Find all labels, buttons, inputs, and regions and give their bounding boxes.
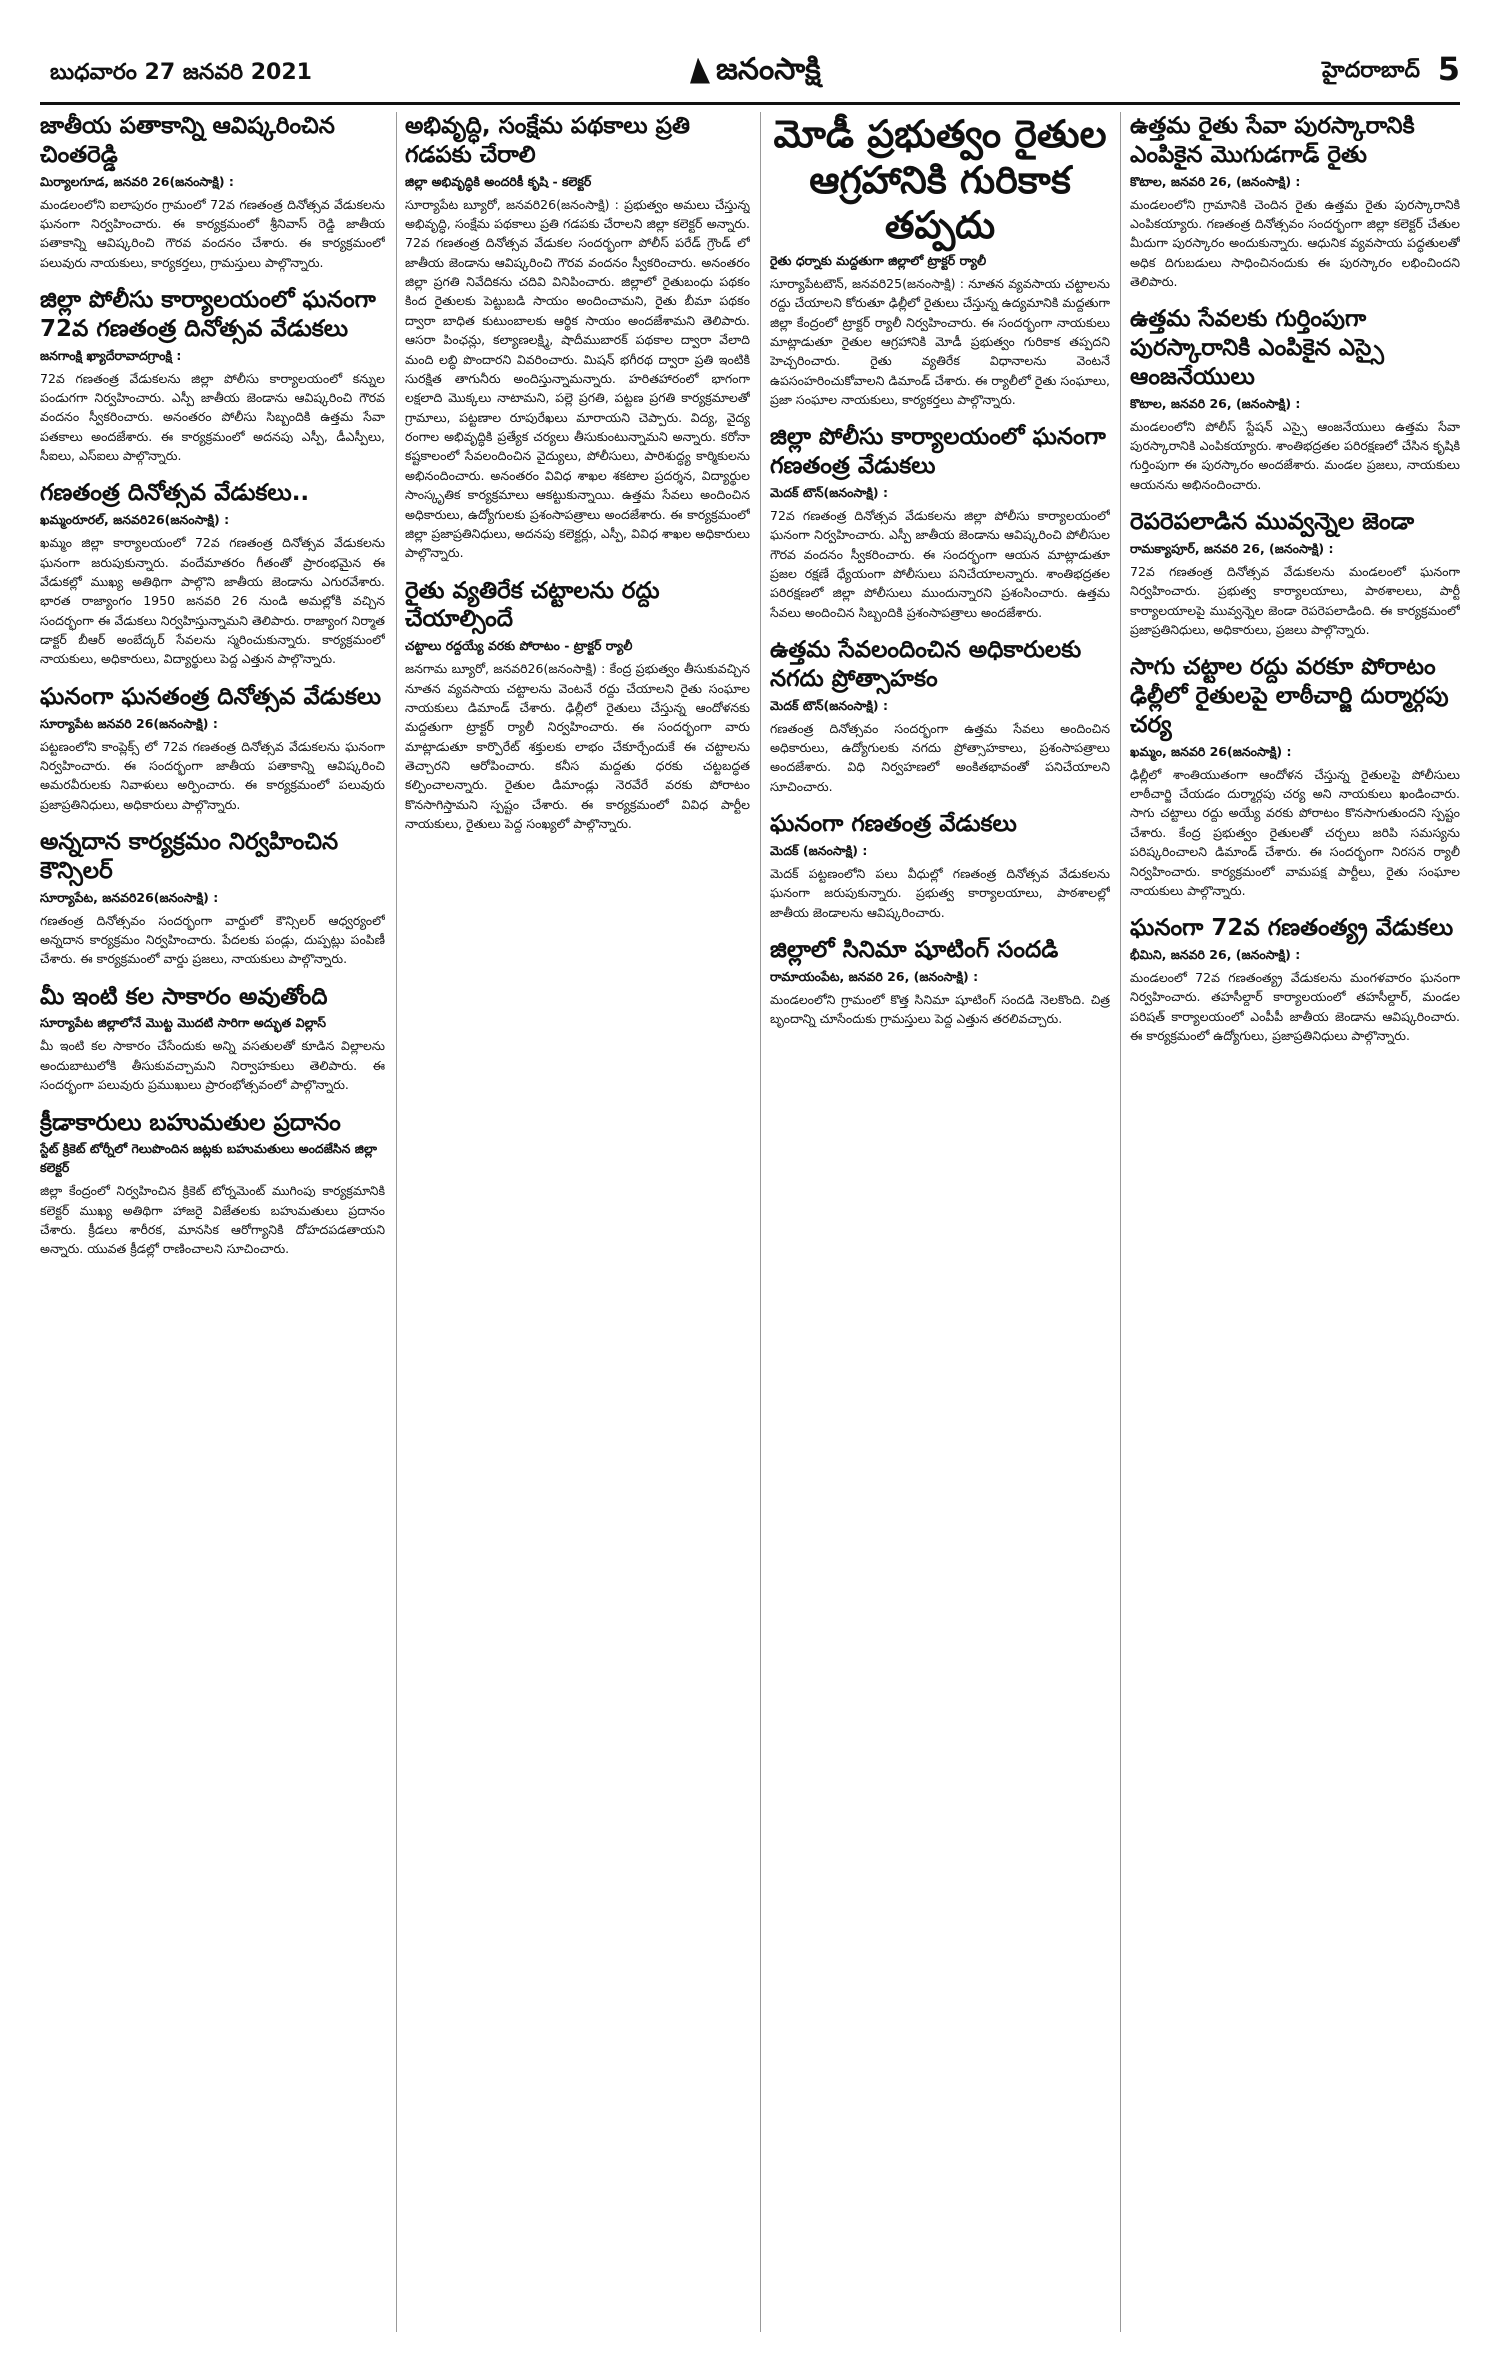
story-headline: జాతీయ పతాకాన్ని ఆవిష్కరించిన చింతరెడ్డి bbox=[40, 113, 335, 168]
story-headline: గణతంత్ర దినోత్సవ వేడుకలు.. bbox=[40, 480, 310, 507]
story-dateline: చట్టాలు రద్దయ్యే వరకు పోరాటం - ట్రాక్టర్ ర్యాలీ bbox=[405, 638, 633, 654]
news-story bbox=[1130, 305, 1460, 494]
story-dateline: స్టేట్ క్రికెట్ టోర్నీలో గెలుపొందిన జట్లకు బహుమతులు అందజేసిన జిల్లా కలెక్టర్ bbox=[40, 1141, 378, 1176]
news-story bbox=[40, 1109, 385, 1259]
brand-name: జనంసాక్షి bbox=[716, 52, 821, 87]
story-body: మండలంలోని ఐలాపురం గ్రామంలో 72వ గణతంత్ర దినోత్సవ వేడుకలను ఘనంగా నిర్వహించారు. ఈ కార్యక్రమంలో శ్రీనివాస్ రెడ్డి జాతీయ పతాకాన్ని ఆవిష్కరించి గౌరవ వందనం చేశారు. ఈ కార్యక్రమంలో పలువురు నాయకులు, కార్యకర్తలు, గ్రామస్తులు పాల్గొన్నారు. bbox=[40, 196, 385, 270]
story-body: గణతంత్ర దినోత్సవం సందర్భంగా ఉత్తమ సేవలు అందించిన అధికారులు, ఉద్యోగులకు నగదు ప్రోత్సాహకాలు, ప్రశంసాపత్రాలు అందజేశారు. విధి నిర్వహణలో అంకితభావంతో పనిచేయాలని సూచించారు. bbox=[770, 720, 1110, 794]
story-body: జిల్లా కేంద్రంలో నిర్వహించిన క్రికెట్ టోర్నమెంట్ ముగింపు కార్యక్రమానికి కలెక్టర్ ముఖ్య అతిథిగా హాజరై విజేతలకు బహుమతులు ప్రదానం చేశారు. క్రీడలు శారీరక, మానసిక ఆరోగ్యానికి దోహదపడతాయని అన్నారు. యువత క్రీడల్లో రాణించాలని సూచించారు. bbox=[40, 1183, 385, 1257]
story-headline: ఘనంగా ఘనతంత్ర దినోత్సవ వేడుకలు bbox=[40, 683, 382, 710]
story-dateline: జిల్లా అభివృద్ధికి అందరికీ కృషి - కలెక్టర్ bbox=[405, 173, 592, 189]
story-headline: జిల్లా పోలీసు కార్యాలయంలో ఘనంగా గణతంత్ర వేడుకలు bbox=[770, 424, 1106, 480]
story-body: మండలంలోని గ్రామానికి చెందిన రైతు ఉత్తమ రైతు పురస్కారానికి ఎంపికయ్యారు. గణతంత్ర దినోత్సవం సందర్భంగా జిల్లా కలెక్టర్ చేతుల మీదుగా పురస్కారం అందుకున్నారు. ఆధునిక వ్యవసాయ పద్ధతులతో అధిక దిగుబడులు సాధించినందుకు ఈ పురస్కారం లభించిందని తెలిపారు. bbox=[1130, 196, 1460, 289]
story-body: మండలంలో 72వ గణతంత్య్ర వేడుకలను మంగళవారం ఘనంగా నిర్వహించారు. తహసీల్దార్ కార్యాలయంలో తహసీల్దార్, మండల పరిషత్ కార్యాలయంలో ఎంపీపీ జాతీయ జెండాను ఆవిష్కరించారు. ఈ కార్యక్రమంలో ఉద్యోగులు, ప్రజాప్రతినిధులు పాల్గొన్నారు. bbox=[1130, 970, 1460, 1044]
story-dateline: రైతు ధర్నాకు మద్దతుగా జిల్లాలో ట్రాక్టర్ ర్యాలీ bbox=[770, 252, 987, 268]
story-dateline: సూర్యాపేట, జనవరి26(జనంసాక్షి) : bbox=[40, 889, 219, 905]
news-story bbox=[770, 936, 1110, 1029]
story-headline: ఉత్తమ రైతు సేవా పురస్కారానికి ఎంపికైన మొగుడగాడ్ రైతు bbox=[1130, 113, 1415, 168]
news-story bbox=[40, 112, 385, 272]
news-story bbox=[40, 286, 385, 465]
story-body: పట్టణంలోని కాంప్లెక్స్ లో 72వ గణతంత్ర దినోత్సవ వేడుకలను ఘనంగా నిర్వహించారు. ఈ సందర్భంగా జాతీయ పతాకాన్ని ఆవిష్కరించి అమరవీరులకు నివాళులు అర్పించారు. ఈ కార్యక్రమంలో పలువురు ప్రజాప్రతినిధులు, అధికారులు పాల్గొన్నారు. bbox=[40, 738, 385, 812]
news-story bbox=[1130, 112, 1460, 291]
news-story bbox=[770, 636, 1110, 796]
column-divider bbox=[396, 112, 397, 2332]
news-story bbox=[770, 112, 1110, 409]
column-divider bbox=[760, 112, 761, 2332]
story-body: మెదక్ పట్టణంలోని పలు వీధుల్లో గణతంత్ర దినోత్సవ వేడుకలను ఘనంగా జరుపుకున్నారు. ప్రభుత్వ కార్యాలయాలు, పాఠశాలల్లో జాతీయ జెండాలను ఆవిష్కరించారు. bbox=[770, 865, 1110, 920]
story-headline: అన్నదాన కార్యక్రమం నిర్వహించిన కౌన్సిలర్ bbox=[40, 829, 339, 884]
news-story bbox=[770, 423, 1110, 622]
story-headline: రెపరెపలాడిన మువ్వన్నెల జెండా bbox=[1130, 509, 1415, 536]
story-dateline: జనగాంక్షి ఖ్యాదేరావాదగ్రాంక్షి : bbox=[40, 347, 182, 363]
story-body: 72వ గణతంత్ర వేడుకలను జిల్లా పోలీసు కార్యాలయంలో కన్నుల పండుగగా నిర్వహించారు. ఎస్పీ జాతీయ జెండాను ఆవిష్కరించి గౌరవ వందనం స్వీకరించారు. అనంతరం పోలీసు సిబ్బందికి ఉత్తమ సేవా పతకాలు అందజేశారు. ఈ కార్యక్రమంలో అదనపు ఎస్పీ, డీఎస్పీలు, సీఐలు, ఎస్ఐలు పాల్గొన్నారు. bbox=[40, 370, 385, 463]
column-4 bbox=[1130, 112, 1460, 2332]
story-dateline: మెదక్ టౌన్(జనంసాక్షి) : bbox=[770, 484, 888, 500]
column-2 bbox=[405, 112, 750, 2332]
story-dateline: ఖమ్మం, జనవరి 26(జనంసాక్షి) : bbox=[1130, 743, 1292, 759]
pen-logo-icon bbox=[690, 58, 710, 84]
story-body: జనగామ బ్యూరో, జనవరి26(జనంసాక్షి) : కేంద్ర ప్రభుత్వం తీసుకువచ్చిన నూతన వ్యవసాయ చట్టాలను వెంటనే రద్దు చేయాలని రైతు సంఘాల నాయకులు డిమాండ్ చేశారు. ఢిల్లీలో రైతులు చేస్తున్న ఆందోళనకు మద్దతుగా ట్రాక్టర్ ర్యాలీ నిర్వహించారు. ఈ సందర్భంగా వారు మాట్లాడుతూ కార్పొరేట్ శక్తులకు లాభం చేకూర్చేందుకే ఈ చట్టాలను తెచ్చారని ఆరోపించారు. కనీస మద్దతు ధరకు చట్టబద్ధత కల్పించాలన్నారు. రైతుల డిమాండ్లు నెరవేరే వరకు పోరాటం కొనసాగిస్తామని స్పష్టం చేశారు. ఈ కార్యక్రమంలో వివిధ పార్టీల నాయకులు, రైతులు పెద్ద సంఖ్యలో పాల్గొన్నారు. bbox=[405, 661, 750, 832]
story-body: మీ ఇంటి కల సాకారం చేసేందుకు అన్ని వసతులతో కూడిన విల్లాలను అందుబాటులోకి తీసుకువచ్చామని నిర్వాహకులు తెలిపారు. ఈ సందర్భంగా పలువురు ప్రముఖులు ప్రారంభోత్సవంలో పాల్గొన్నారు. bbox=[40, 1038, 385, 1093]
news-story bbox=[405, 577, 750, 834]
story-body: ఢిల్లీలో శాంతియుతంగా ఆందోళన చేస్తున్న రైతులపై పోలీసులు లాఠీచార్జి చేయడం దుర్మార్గపు చర్య అని నాయకులు ఖండించారు. సాగు చట్టాలు రద్దు అయ్యే వరకు పోరాటం కొనసాగుతుందని స్పష్టం చేశారు. కేంద్ర ప్రభుత్వం రైతులతో చర్చలు జరిపి సమస్యను పరిష్కరించాలని డిమాండ్ చేశారు. ఈ సందర్భంగా నిరసన ర్యాలీ నిర్వహించారు. కార్యక్రమంలో వామపక్ష పార్టీలు, రైతు సంఘాల నాయకులు పాల్గొన్నారు. bbox=[1130, 766, 1460, 898]
page-number: 5 bbox=[1437, 50, 1460, 88]
news-story bbox=[40, 983, 385, 1095]
news-story bbox=[770, 810, 1110, 922]
story-body: మండలంలోని గ్రామంలో కొత్త సినిమా షూటింగ్ సందడి నెలకొంది. చిత్ర బృందాన్ని చూసేందుకు గ్రామస్తులు పెద్ద ఎత్తున తరలివచ్చారు. bbox=[770, 991, 1110, 1027]
story-body: 72వ గణతంత్ర దినోత్సవ వేడుకలను జిల్లా పోలీసు కార్యాలయంలో ఘనంగా నిర్వహించారు. ఎస్పీ జాతీయ జెండాను ఆవిష్కరించి పోలీసుల గౌరవ వందనం స్వీకరించారు. ఈ సందర్భంగా ఆయన మాట్లాడుతూ ప్రజల రక్షణే ధ్యేయంగా పోలీసులు పనిచేయాలన్నారు. శాంతిభద్రతల పరిరక్షణలో జిల్లా పోలీసులు ముందున్నారని ప్రశంసించారు. ఉత్తమ సేవలు అందించిన సిబ్బందికి ప్రశంసాపత్రాలు అందజేశారు. bbox=[770, 507, 1110, 620]
story-dateline: సూర్యాపేట జిల్లాలోనే మొట్ట మొదటి సారిగా అద్భుత విల్లాస్ bbox=[40, 1015, 326, 1031]
story-dateline: మెదక్ టౌన్(జనంసాక్షి) : bbox=[770, 697, 888, 713]
news-story bbox=[1130, 653, 1460, 900]
news-story bbox=[40, 479, 385, 668]
story-headline: సాగు చట్టాల రద్దు వరకూ పోరాటం ఢిల్లీలో రైతులపై లాఠీచార్జి దుర్మార్గపు చర్య bbox=[1130, 654, 1449, 738]
story-dateline: భీమిని, జనవరి 26, (జనంసాక్షి) : bbox=[1130, 947, 1301, 962]
story-dateline: మిర్యాలగూడ, జనవరి 26(జనంసాక్షి) : bbox=[40, 173, 234, 189]
story-headline: మోడీ ప్రభుత్వం రైతుల ఆగ్రహానికి గురికాక తప్పదు bbox=[773, 112, 1107, 248]
story-headline: ఉత్తమ సేవలకు గుర్తింపుగా పురస్కారానికి ఎంపికైన ఎస్సై ఆంజనేయులు bbox=[1130, 306, 1384, 390]
story-dateline: కొటాల, జనవరి 26, (జనంసాక్షి) : bbox=[1130, 173, 1301, 189]
news-story bbox=[40, 828, 385, 969]
story-dateline: సూర్యాపేట జనవరి 26(జనంసాక్షి) : bbox=[40, 715, 218, 731]
news-story bbox=[1130, 508, 1460, 639]
column-divider bbox=[1120, 112, 1121, 2332]
news-story bbox=[405, 112, 750, 563]
story-dateline: ఖమ్మంరూరల్, జనవరి26(జనంసాక్షి) : bbox=[40, 512, 230, 528]
story-dateline: కొటాల, జనవరి 26, (జనంసాక్షి) : bbox=[1130, 395, 1301, 411]
story-headline: జిల్లా పోలీసు కార్యాలయంలో ఘనంగా 72వ గణతంత్ర దినోత్సవ వేడుకలు bbox=[40, 287, 376, 342]
news-story bbox=[1130, 914, 1460, 1045]
story-dateline: రామాయంపేట, జనవరి 26, (జనంసాక్షి) : bbox=[770, 968, 979, 984]
story-body: సూర్యాపేట బ్యూరో, జనవరి26(జనంసాక్షి) : ప్రభుత్వం అమలు చేస్తున్న అభివృద్ధి, సంక్షేమ పథకాలు ప్రతి గడపకు చేరాలని జిల్లా కలెక్టర్ అన్నారు. 72వ గణతంత్ర దినోత్సవ వేడుకల సందర్భంగా పోలీస్ పరేడ్ గ్రౌండ్ లో జాతీయ జెండాను ఆవిష్కరించి గౌరవ వందనం స్వీకరించారు. అనంతరం జిల్లా ప్రగతి నివేదికను చదివి వినిపించారు. జిల్లాలో రైతుబంధు పథకం కింద రైతులకు పెట్టుబడి సాయం అందించామని, రైతు బీమా పథకం ద్వారా బాధిత కుటుంబాలకు ఆర్థిక సాయం అందజేశామని తెలిపారు. ఆసరా పింఛన్లు, కల్యాణలక్ష్మి, షాదీముబారక్ పథకాల ద్వారా వేలాది మంది లబ్ధి పొందారని వివరించారు. మిషన్ భగీరథ ద్వారా ప్రతి ఇంటికి సురక్షిత తాగునీరు అందిస్తున్నామన్నారు. హరితహారంలో భాగంగా లక్షలాది మొక్కలు నాటామని, పల్లె ప్రగతి, పట్టణ ప్రగతి కార్యక్రమాలతో గ్రామాలు, పట్టణాల రూపురేఖలు మారాయని చెప్పారు. విద్య, వైద్య రంగాల అభివృద్ధికి ప్రత్యేక చర్యలు తీసుకుంటున్నామని అన్నారు. కరోనా కష్టకాలంలో సేవలందించిన వైద్యులు, పోలీసులు, పారిశుద్ధ్య కార్మికులను అభినందించారు. అనంతరం వివిధ శాఖల శకటాల ప్రదర్శన, విద్యార్థుల సాంస్కృతిక కార్యక్రమాలు ఆకట్టుకున్నాయి. ఉత్తమ సేవలు అందించిన అధికారులు, ఉద్యోగులకు ప్రశంసాపత్రాలు అందజేశారు. ఈ కార్యక్రమంలో జిల్లా ప్రజాప్రతినిధులు, అదనపు కలెక్టర్లు, ఎస్పీ, వివిధ శాఖల అధికారులు పాల్గొన్నారు. bbox=[405, 196, 750, 561]
story-body: మండలంలోని పోలీస్ స్టేషన్ ఎస్సై ఆంజనేయులు ఉత్తమ సేవా పురస్కారానికి ఎంపికయ్యారు. శాంతిభద్రతల పరిరక్షణలో చేసిన కృషికి గుర్తింపుగా ఈ పురస్కారం అందజేశారు. మండల ప్రజలు, నాయకులు ఆయనను అభినందించారు. bbox=[1130, 418, 1460, 492]
story-dateline: రామక్యాపూర్, జనవరి 26, (జనంసాక్షి) : bbox=[1130, 540, 1334, 556]
issue-date: బుధవారం 27 జనవరి 2021 bbox=[50, 60, 312, 85]
story-headline: అభివృద్ధి, సంక్షేమ పథకాలు ప్రతి గడపకు చేరాలి bbox=[405, 113, 690, 168]
story-body: 72వ గణతంత్ర దినోత్సవ వేడుకలను మండలంలో ఘనంగా నిర్వహించారు. ప్రభుత్వ కార్యాలయాలు, పాఠశాలలు, పార్టీ కార్యాలయాలపై మువ్వన్నెల జెండా రెపరెపలాడింది. ఈ కార్యక్రమంలో ప్రజాప్రతినిధులు, అధికారులు, ప్రజలు పాల్గొన్నారు. bbox=[1130, 563, 1460, 637]
story-headline: క్రీడాకారులు బహుమతుల ప్రదానం bbox=[40, 1109, 341, 1136]
edition-city: హైదరాబాద్ bbox=[1322, 58, 1420, 83]
story-headline: ఘనంగా 72వ గణతంత్య్ర వేడుకలు bbox=[1130, 915, 1454, 942]
masthead bbox=[40, 42, 1460, 105]
column-3 bbox=[770, 112, 1110, 2332]
newspaper-brand bbox=[690, 52, 821, 94]
story-headline: మీ ఇంటి కల సాకారం అవుతోంది bbox=[40, 983, 328, 1010]
story-body: ఖమ్మం జిల్లా కార్యాలయంలో 72వ గణతంత్ర దినోత్సవ వేడుకలను ఘనంగా జరుపుకున్నారు. వందేమాతరం గీతంతో ప్రారంభమైన ఈ వేడుకల్లో ముఖ్య అతిథిగా పాల్గొని జాతీయ జెండాను ఎగురవేశారు. భారత రాజ్యాంగం 1950 జనవరి 26 నుండి అమల్లోకి వచ్చిన సందర్భంగా ఈ వేడుకలు నిర్వహిస్తున్నామని తెలిపారు. రాజ్యాంగ నిర్మాత డాక్టర్ బీఆర్ అంబేద్కర్ సేవలను స్మరించుకున్నారు. కార్యక్రమంలో నాయకులు, అధికారులు, విద్యార్థులు పెద్ద ఎత్తున పాల్గొన్నారు. bbox=[40, 535, 385, 667]
story-body: సూర్యాపేటటౌన్, జనవరి25(జనంసాక్షి) : నూతన వ్యవసాయ చట్టాలను రద్దు చేయాలని కోరుతూ ఢిల్లీలో రైతులు చేస్తున్న ఉద్యమానికి మద్దతుగా జిల్లా కేంద్రంలో ట్రాక్టర్ ర్యాలీ నిర్వహించారు. ఈ సందర్భంగా నాయకులు మాట్లాడుతూ రైతుల ఆగ్రహానికి మోడీ ప్రభుత్వం గురికాక తప్పదని హెచ్చరించారు. రైతు వ్యతిరేక విధానాలను వెంటనే ఉపసంహరించుకోవాలని డిమాండ్ చేశారు. ఈ ర్యాలీలో రైతు సంఘాలు, ప్రజా సంఘాల నాయకులు, కార్యకర్తలు పాల్గొన్నారు. bbox=[770, 275, 1110, 408]
column-1 bbox=[40, 112, 385, 2332]
story-headline: రైతు వ్యతిరేక చట్టాలను రద్దు చేయాల్సిందే bbox=[405, 577, 660, 633]
story-headline: జిల్లాలో సినిమా షూటింగ్ సందడి bbox=[770, 937, 1059, 964]
story-body: గణతంత్ర దినోత్సవం సందర్భంగా వార్డులో కౌన్సిలర్ ఆధ్వర్యంలో అన్నదాన కార్యక్రమం నిర్వహించారు. పేదలకు పండ్లు, దుప్పట్లు పంపిణీ చేశారు. ఈ కార్యక్రమంలో వార్డు ప్రజలు, నాయకులు పాల్గొన్నారు. bbox=[40, 912, 385, 967]
story-headline: ఉత్తమ సేవలందించిన అధికారులకు నగదు ప్రోత్సాహకం bbox=[770, 637, 1082, 692]
story-headline: ఘనంగా గణతంత్ర వేడుకలు bbox=[770, 811, 1017, 838]
story-dateline: మెదక్ (జనంసాక్షి) : bbox=[770, 842, 868, 858]
news-story bbox=[40, 683, 385, 814]
